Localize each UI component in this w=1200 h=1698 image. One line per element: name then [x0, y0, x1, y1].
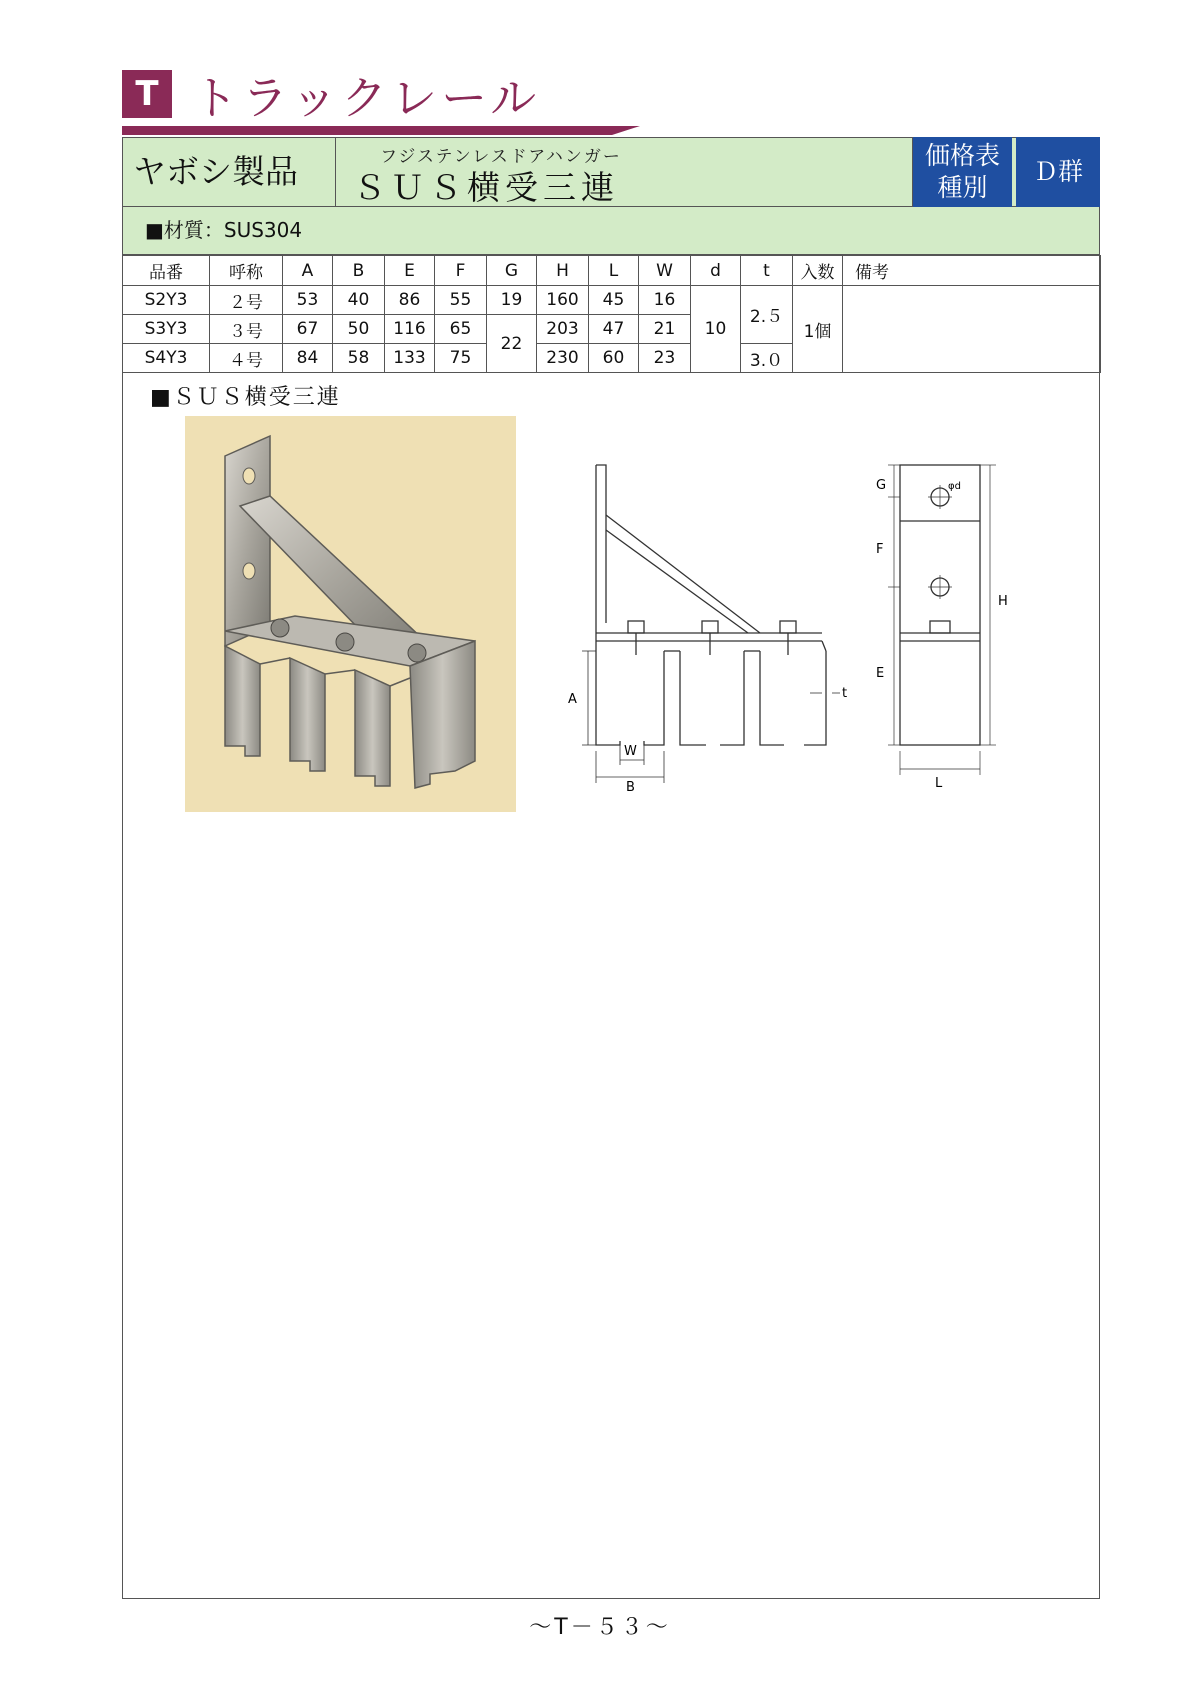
header-cell: 入数	[793, 256, 843, 286]
cell-t: 3.０	[741, 344, 793, 373]
header-cell: L	[589, 256, 639, 286]
spec-header-row	[123, 256, 1101, 286]
cell-B: 58	[333, 344, 385, 373]
cell-name: ４号	[210, 344, 283, 373]
header-cell: E	[385, 256, 435, 286]
dim-label-H: H	[998, 594, 1008, 609]
header-cell: F	[435, 256, 487, 286]
cell-H: 160	[537, 286, 589, 315]
cell-qty: 1個	[793, 286, 843, 373]
cell-H: 203	[537, 315, 589, 344]
cell-code: S3Y3	[123, 315, 210, 344]
cell-W: 16	[639, 286, 691, 315]
header-cell: W	[639, 256, 691, 286]
cell-A: 84	[283, 344, 333, 373]
header-cell: d	[691, 256, 741, 286]
cell-G: 19	[487, 286, 537, 315]
section-title: トラックレール	[192, 71, 541, 125]
page-number: ～T－５３～	[529, 1615, 671, 1640]
front-view-drawing	[866, 455, 1016, 799]
cell-name: ２号	[210, 286, 283, 315]
dim-label-E: E	[876, 666, 885, 681]
cell-L: 45	[589, 286, 639, 315]
price-label-line2: 種別	[937, 173, 988, 202]
cell-B: 50	[333, 315, 385, 344]
dim-label-G: G	[876, 478, 887, 493]
cell-L: 47	[589, 315, 639, 344]
front-view-svg	[866, 455, 1016, 795]
cell-L: 60	[589, 344, 639, 373]
product-name: ＳＵＳ横受三連	[353, 168, 619, 207]
cell-F: 75	[435, 344, 487, 373]
dim-label-t: t	[842, 686, 848, 701]
product-header	[122, 137, 1100, 207]
product-subtitle: フジステンレスドアハンガー	[380, 147, 622, 167]
cell-E: 133	[385, 344, 435, 373]
dim-label-W: W	[624, 744, 637, 759]
cell-name: ３号	[210, 315, 283, 344]
cell-F: 65	[435, 315, 487, 344]
side-view-drawing	[560, 455, 850, 799]
price-label-line1: 価格表	[924, 141, 1000, 170]
header-cell: A	[283, 256, 333, 286]
material-info: ■材質：SUS304	[122, 207, 1100, 255]
title-underline-tip	[612, 126, 640, 135]
header-cell: 品番	[123, 256, 210, 286]
cell-d: 10	[691, 286, 741, 373]
header-cell: 呼称	[210, 256, 283, 286]
cell-G: 22	[487, 315, 537, 373]
cell-W: 23	[639, 344, 691, 373]
cell-H: 230	[537, 344, 589, 373]
product-photo	[185, 416, 516, 812]
header-cell: G	[487, 256, 537, 286]
price-group: Ｄ群	[1016, 137, 1100, 207]
cell-A: 67	[283, 315, 333, 344]
cell-A: 53	[283, 286, 333, 315]
header-cell: t	[741, 256, 793, 286]
dim-label-d: φd	[948, 481, 961, 492]
dim-label-A: A	[568, 692, 577, 707]
dim-label-L: L	[935, 776, 943, 791]
cell-note	[843, 286, 1101, 373]
side-view-svg	[560, 455, 850, 795]
cell-t: 2.５	[741, 286, 793, 344]
price-category-label	[912, 137, 1012, 207]
cell-B: 40	[333, 286, 385, 315]
cell-code: S4Y3	[123, 344, 210, 373]
header-cell: B	[333, 256, 385, 286]
maker-name: ヤボシ製品	[123, 138, 336, 206]
dim-label-B: B	[626, 780, 635, 795]
dim-label-F: F	[876, 542, 884, 557]
header-cell: H	[537, 256, 589, 286]
table-row	[123, 286, 1101, 315]
cell-E: 86	[385, 286, 435, 315]
header-cell: 備考	[843, 256, 1101, 286]
title-underline	[122, 126, 612, 135]
cell-F: 55	[435, 286, 487, 315]
section-badge: T	[122, 70, 172, 118]
spec-table	[122, 255, 1101, 373]
cell-W: 21	[639, 315, 691, 344]
cell-E: 116	[385, 315, 435, 344]
cell-code: S2Y3	[123, 286, 210, 315]
bracket-photo-illustration	[185, 416, 516, 812]
figure-title: ■ＳＵＳ横受三連	[150, 385, 341, 410]
